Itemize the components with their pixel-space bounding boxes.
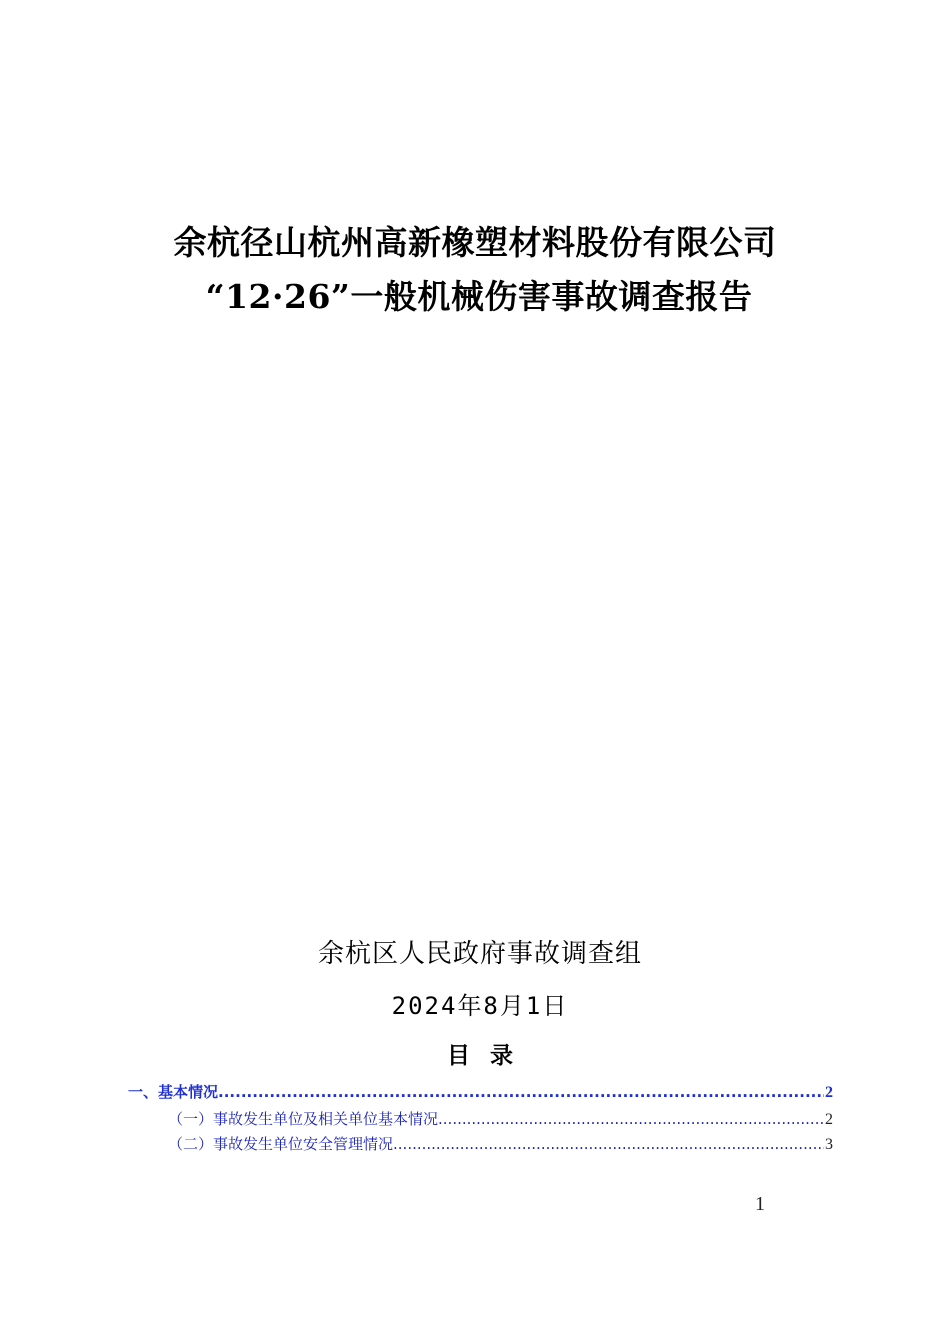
toc-entry-text: （二）事故发生单位安全管理情况	[168, 1135, 394, 1153]
page-number: 1	[755, 1193, 765, 1215]
toc-entry-page: 3	[825, 1136, 833, 1153]
toc-entry-text: （一）事故发生单位及相关单位基本情况	[168, 1110, 439, 1128]
toc-entry-page: 2	[825, 1084, 833, 1101]
report-title	[0, 216, 950, 324]
issue-date: 2024年8月1日	[391, 992, 569, 1020]
toc-entry-number: 一、	[128, 1083, 159, 1101]
toc-entry-page: 2	[825, 1111, 833, 1128]
issuing-authority: 余杭区人民政府事故调查组	[317, 939, 642, 969]
toc-heading: 目 录	[446, 1043, 519, 1069]
toc-entry-text: 基本情况	[158, 1083, 219, 1101]
toc-entry-safety-management[interactable]	[168, 1132, 833, 1156]
toc-entry-basic-info[interactable]	[128, 1080, 833, 1104]
report-title-line-2: “12·26”一般机械伤害事故调查报告	[205, 277, 753, 316]
toc-dot-leader	[393, 1132, 824, 1156]
toc-dot-leader	[438, 1107, 824, 1131]
toc-entry-unit-basic-info[interactable]	[168, 1107, 833, 1131]
toc-dot-leader	[218, 1080, 824, 1104]
report-title-line-1: 余杭径山杭州高新橡塑材料股份有限公司	[173, 223, 777, 262]
